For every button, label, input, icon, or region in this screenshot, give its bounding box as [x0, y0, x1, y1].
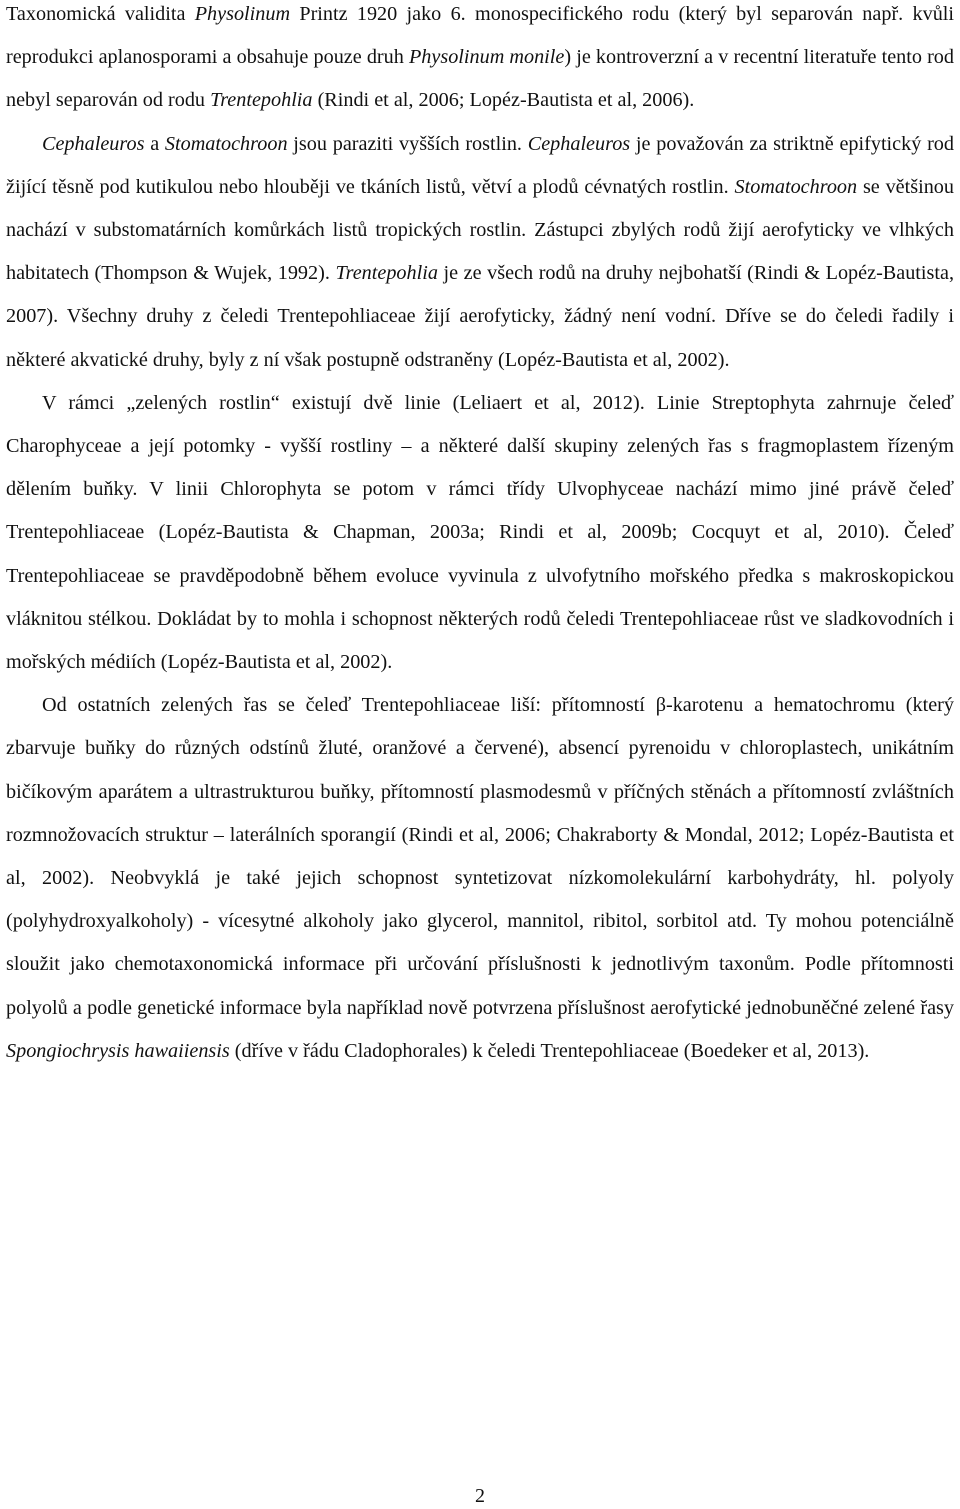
paragraph-text: (dříve v řádu Cladophorales) k čeledi Trentepohliaceae (Boedeker et al, 2013).: [229, 1039, 870, 1062]
italic-taxon-text: Trentepohlia: [210, 89, 313, 112]
italic-taxon-text: Cephaleuros: [527, 132, 631, 155]
document-page: [6, 0, 954, 1073]
paragraph: [6, 382, 954, 684]
paragraph-text: je považován za striktně epifytický rod žijící těsně pod kutikulou nebo hlouběji ve tkáních listů, větví a plodů cévnatých rostlin.: [6, 132, 954, 198]
paragraph-text: Taxonomická validita: [6, 3, 195, 25]
paragraph-text: ) je kontroverzní a v recentní literatuře tento rod nebyl separován od rodu: [6, 46, 954, 112]
paragraph: [6, 0, 954, 123]
italic-taxon-text: Cephaleuros: [42, 132, 145, 155]
paragraph-text: Od ostatních zelených řas se čeleď Trentepohliaceae liší: přítomností β-karotenu a hematochromu (který zbarvuje buňky do různých odstínů žluté, oranžové a červené), absencí pyrenoidu v chloroplastech, unikátním bičíkovým aparátem a ultrastrukturou buňky, přítomností plasmodesmů v příčných stěnách a přítomností zvláštních rozmnožovacích struktur – laterálních sporangií (Rindi et al, 2006; Chakraborty & Mondal, 2012; Lopéz-Bautista et al, 2002). Neobvyklá je také jejich schopnost syntetizovat nízkomolekulární karbohydráty, hl. polyoly (polyhydroxyalkoholy) - vícesytné alkoholy jako glycerol, mannitol, ribitol, sorbitol atd. Ty mohou potenciálně sloužit jako chemotaxonomická informace při určování příslušnosti k jednotlivým taxonům. Podle přítomnosti polyolů a podle genetické informace byla například nově potvrzena příslušnost aerofytické jednobuněčné zelené řasy: [6, 694, 954, 1019]
italic-taxon-text: Trentepohlia: [335, 262, 438, 285]
paragraph-text: V rámci „zelených rostlin“ existují dvě linie (Leliaert et al, 2012). Linie Streptophyta zahrnuje čeleď Charophyceae a její potomky - vyšší rostliny – a některé další skupiny zelených řas s fragmoplastem řízeným dělením buňky. V linii Chlorophyta se potom v rámci třídy Ulvophyceae nachází mimo jiné právě čeleď Trentepohliaceae (Lopéz-Bautista & Chapman, 2003a; Rindi et al, 2009b; Cocquyt et al, 2010). Čeleď Trentepohliaceae se pravděpodobně během evoluce vyvinula z ulvofytního mořského předka s makroskopickou vláknitou stélkou. Dokládat by to mohla i schopnost některých rodů čeledi Trentepohliaceae růst ve sladkovodních i mořských médiích (Lopéz-Bautista et al, 2002).: [6, 391, 954, 674]
paragraph-text: a: [144, 132, 165, 155]
body-text: [6, 0, 954, 1073]
paragraph-text: se většinou nachází v substomatárních komůrkách listů tropických rostlin. Zástupci zbylých rodů žijí aerofyticky ve vlhkých habitatech (Thompson & Wujek, 1992).: [6, 175, 954, 285]
italic-taxon-text: Spongiochrysis hawaiiensis: [6, 1039, 230, 1062]
italic-taxon-text: Stomatochroon: [164, 132, 288, 155]
paragraph-text: Printz 1920 jako 6. monospecifického rodu (který byl separován např. kvůli reprodukci aplanosporami a obsahuje pouze druh: [6, 3, 955, 69]
paragraph-text: je ze všech rodů na druhy nejbohatší (Rindi & Lopéz-Bautista, 2007). Všechny druhy z čeledi Trentepohliaceae žijí aerofyticky, žádný není vodní. Dříve se do čeledi řadily i některé akvatické druhy, byly z ní však postupně odstraněny (Lopéz-Bautista et al, 2002).: [6, 262, 954, 371]
italic-taxon-text: Stomatochroon: [734, 175, 858, 198]
page-number: 2: [475, 1485, 485, 1507]
paragraph: [6, 123, 954, 382]
paragraph: [6, 684, 954, 1073]
italic-taxon-text: Physolinum monile: [408, 46, 565, 69]
paragraph-text: jsou paraziti vyšších rostlin.: [287, 132, 528, 155]
paragraph-text: (Rindi et al, 2006; Lopéz-Bautista et al, 2006).: [312, 89, 695, 112]
italic-taxon-text: Physolinum: [194, 3, 291, 25]
